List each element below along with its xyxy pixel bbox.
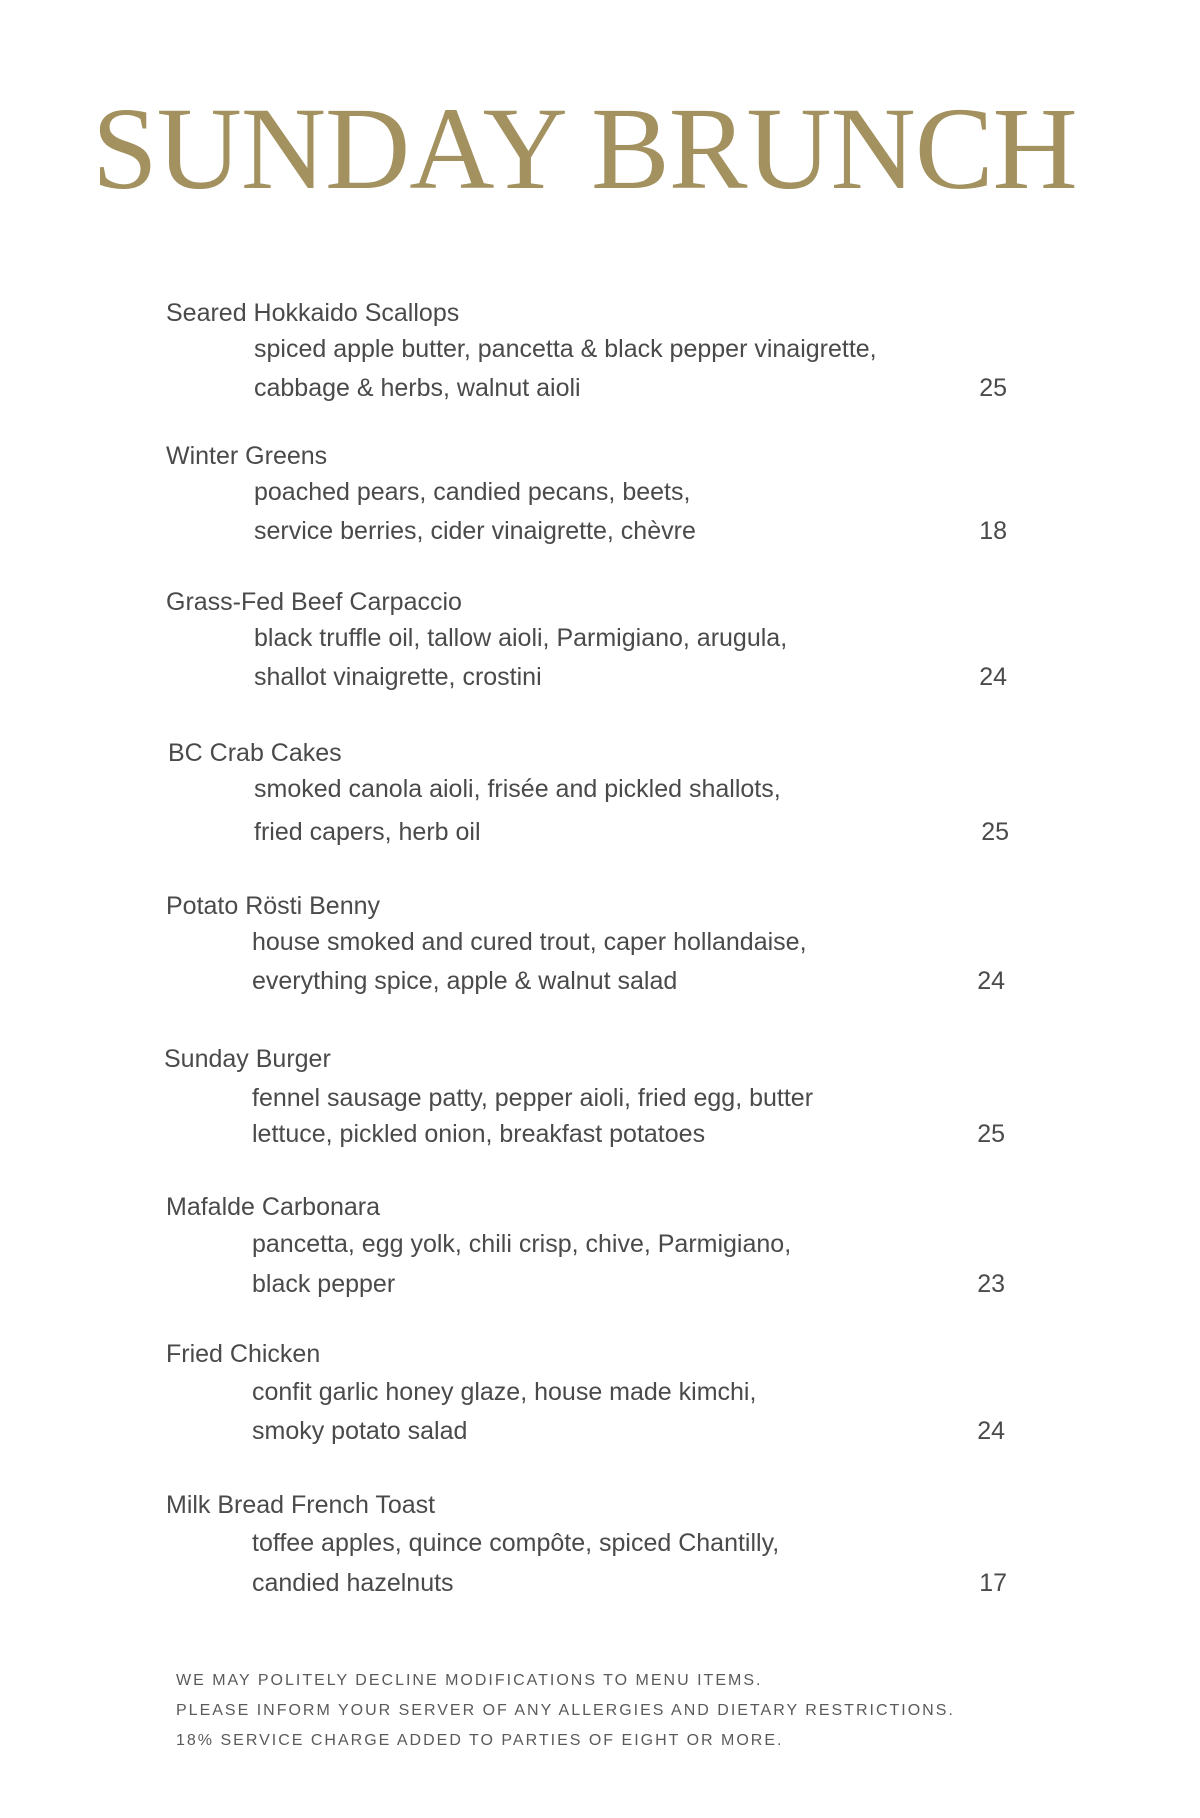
menu-item xyxy=(0,587,1200,697)
item-price: 25 xyxy=(977,1120,1005,1148)
item-description: shallot vinaigrette, crostini xyxy=(254,663,542,691)
item-description: black truffle oil, tallow aioli, Parmigiano, arugula, xyxy=(254,624,788,652)
menu-item xyxy=(0,891,1200,1001)
item-description: fried capers, herb oil xyxy=(254,818,481,846)
item-name: Winter Greens xyxy=(166,442,328,470)
item-description: poached pears, candied pecans, beets, xyxy=(254,478,691,506)
menu-title: SUNDAY BRUNCH xyxy=(92,83,1077,214)
menu-item xyxy=(0,1339,1200,1449)
item-description: house smoked and cured trout, caper hollandaise, xyxy=(252,928,807,956)
footer-allergies-note: PLEASE INFORM YOUR SERVER OF ANY ALLERGIES AND DIETARY RESTRICTIONS. xyxy=(176,1702,955,1719)
item-description: toffee apples, quince compôte, spiced Chantilly, xyxy=(252,1529,780,1557)
menu-item xyxy=(0,1490,1200,1600)
item-name: Fried Chicken xyxy=(166,1340,321,1368)
item-name: BC Crab Cakes xyxy=(168,739,342,767)
menu-footer xyxy=(176,1666,955,1756)
item-price: 24 xyxy=(979,663,1007,691)
menu-item xyxy=(0,298,1200,408)
menu-item xyxy=(0,738,1200,848)
item-description: cabbage & herbs, walnut aioli xyxy=(254,374,581,402)
menu-item xyxy=(0,1192,1200,1302)
item-price: 25 xyxy=(979,374,1007,402)
item-price: 24 xyxy=(977,1417,1005,1445)
item-price: 23 xyxy=(977,1270,1005,1298)
item-description: pancetta, egg yolk, chili crisp, chive, Parmigiano, xyxy=(252,1230,792,1258)
item-name: Grass-Fed Beef Carpaccio xyxy=(166,588,462,616)
item-name: Sunday Burger xyxy=(164,1045,331,1073)
item-price: 25 xyxy=(981,818,1009,846)
item-description: lettuce, pickled onion, breakfast potatoes xyxy=(252,1120,706,1148)
item-name: Milk Bread French Toast xyxy=(166,1491,436,1519)
item-name: Mafalde Carbonara xyxy=(166,1193,381,1221)
item-description: smoked canola aioli, frisée and pickled shallots, xyxy=(254,775,781,803)
item-description: everything spice, apple & walnut salad xyxy=(252,967,678,995)
item-description: confit garlic honey glaze, house made kimchi, xyxy=(252,1378,757,1406)
item-price: 24 xyxy=(977,967,1005,995)
item-description: fennel sausage patty, pepper aioli, fried egg, butter xyxy=(252,1084,814,1112)
item-description: candied hazelnuts xyxy=(252,1569,454,1597)
item-description: smoky potato salad xyxy=(252,1417,468,1445)
footer-modifications-note: WE MAY POLITELY DECLINE MODIFICATIONS TO MENU ITEMS. xyxy=(176,1672,763,1689)
item-description: service berries, cider vinaigrette, chèvre xyxy=(254,517,696,545)
item-description: spiced apple butter, pancetta & black pepper vinaigrette, xyxy=(254,335,877,363)
menu-item xyxy=(0,1044,1200,1154)
item-description: black pepper xyxy=(252,1270,396,1298)
item-name: Seared Hokkaido Scallops xyxy=(166,299,460,327)
footer-service-charge-note: 18% SERVICE CHARGE ADDED TO PARTIES OF EIGHT OR MORE. xyxy=(176,1732,784,1749)
item-name: Potato Rösti Benny xyxy=(166,892,381,920)
menu-item xyxy=(0,441,1200,551)
item-price: 18 xyxy=(979,517,1007,545)
item-price: 17 xyxy=(979,1569,1007,1597)
